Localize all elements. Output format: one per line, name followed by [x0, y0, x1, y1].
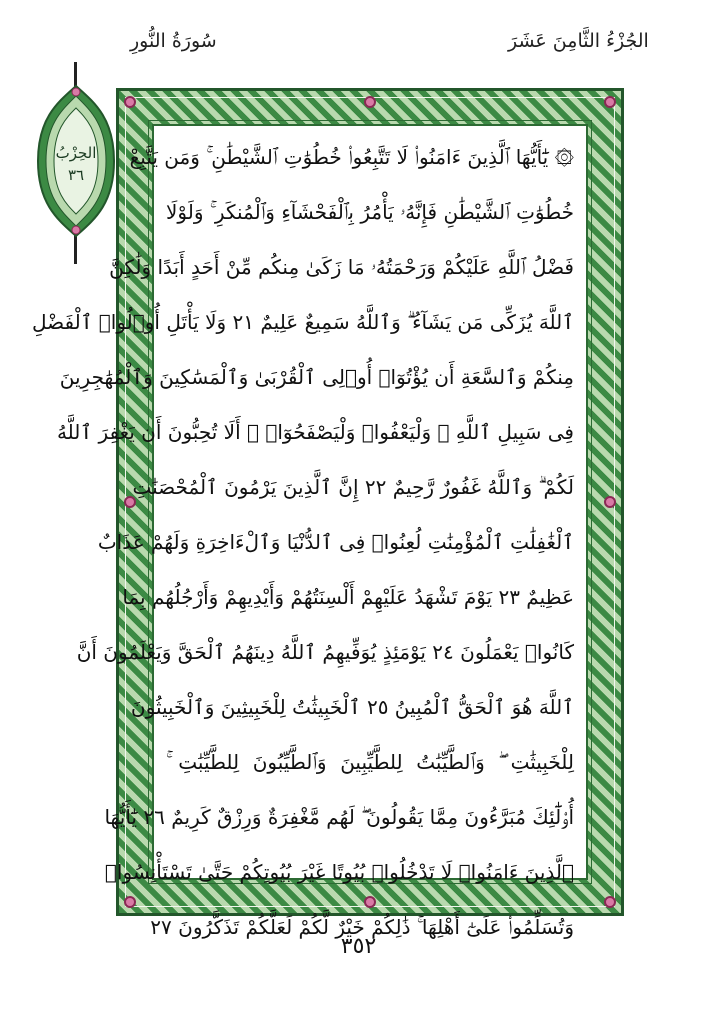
verse-line: خُطُوَٰتِ ٱلشَّيْطَٰنِ فَإِنَّهُۥ يَأْمُرُ بِٱلْفَحْشَآءِ وَٱلْمُنكَرِ ۚ وَلَوْلَا: [166, 200, 574, 224]
corner-rosette-icon: [604, 96, 616, 108]
edge-rosette-icon: [364, 96, 376, 108]
verse-line: ٱللَّهَ يُزَكِّى مَن يَشَآءُ ۗ وَٱللَّهُ سَمِيعٌ عَلِيمٌ ٢١ وَلَا يَأْتَلِ أُو۟لُوا۟ ٱلْفَضْلِ: [32, 310, 574, 334]
page-number: ٣٥٢: [340, 934, 377, 959]
verse-line: كَانُوا۟ يَعْمَلُونَ ٢٤ يَوْمَئِذٍ يُوَفِّيهِمُ ٱللَّهُ دِينَهُمُ ٱلْحَقَّ وَيَعْلَمُونَ أَنَّ: [76, 640, 574, 664]
verse-line: مِنكُمْ وَٱلسَّعَةِ أَن يُؤْتُوٓا۟ أُو۟لِى ٱلْقُرْبَىٰ وَٱلْمَسَٰكِينَ وَٱلْمُهَٰجِرِينَ: [59, 365, 574, 389]
verse-line: وَتُسَلِّمُوا۟ عَلَىٰٓ أَهْلِهَا ۚ ذَٰلِكُمْ خَيْرٌ لَّكُمْ لَعَلَّكُمْ تَذَكَّرُونَ ٢٧: [150, 915, 574, 939]
juz-heading: الجُزْءُ الثَّامِنَ عَشَرَ: [508, 30, 649, 52]
verse-line: ٱلَّذِينَ ءَامَنُوا۟ لَا تَدْخُلُوا۟ بُيُوتًا غَيْرَ بُيُوتِكُمْ حَتَّىٰ تَسْتَأْنِسُوا۟: [104, 860, 574, 884]
verse-line: لِلْخَبِيثَٰتِ ۖ وَٱلطَّيِّبَٰتُ لِلطَّيِّبِينَ وَٱلطَّيِّبُونَ لِلطَّيِّبَٰتِ ۚ: [166, 750, 574, 774]
verse-line: ٱلْغَٰفِلَٰتِ ٱلْمُؤْمِنَٰتِ لُعِنُوا۟ فِى ٱلدُّنْيَا وَٱلْءَاخِرَةِ وَلَهُمْ عَذَابٌ: [97, 530, 574, 554]
verse-line: فِى سَبِيلِ ٱللَّهِ ۖ وَلْيَعْفُوا۟ وَلْيَصْفَحُوٓا۟ ۗ أَلَا تُحِبُّونَ أَن يَغْفِرَ ٱللَّهُ: [56, 420, 574, 444]
surah-heading: سُورَةُ النُّورِ: [130, 30, 217, 52]
corner-rosette-icon: [604, 896, 616, 908]
edge-rosette-icon: [604, 496, 616, 508]
verse-line: لَكُمْ ۗ وَٱللَّهُ غَفُورٌ رَّحِيمٌ ٢٢ إِنَّ ٱلَّذِينَ يَرْمُونَ ٱلْمُحْصَنَٰتِ: [132, 475, 574, 499]
hizb-number: ٣٦: [67, 166, 85, 184]
hizb-label: الحِزْبُ: [55, 144, 97, 162]
verse-line: عَظِيمٌ ٢٣ يَوْمَ تَشْهَدُ عَلَيْهِمْ أَلْسِنَتُهُمْ وَأَيْدِيهِمْ وَأَرْجُلُهُم بِمَا: [122, 585, 574, 609]
corner-rosette-icon: [124, 96, 136, 108]
verse-line: ۞ يَٰٓأَيُّهَا ٱلَّذِينَ ءَامَنُوا۟ لَا تَتَّبِعُوا۟ خُطُوَٰتِ ٱلشَّيْطَٰنِ ۚ وَمَن يَتَّبِعْ: [129, 145, 574, 169]
verse-line: أُو۟لَٰٓئِكَ مُبَرَّءُونَ مِمَّا يَقُولُونَ ۖ لَهُم مَّغْفِرَةٌ وَرِزْقٌ كَرِيمٌ ٢٦ يَٰٓأَيُّهَا: [104, 805, 574, 829]
verse-line: ٱللَّهَ هُوَ ٱلْحَقُّ ٱلْمُبِينُ ٢٥ ٱلْخَبِيثَٰتُ لِلْخَبِيثِينَ وَٱلْخَبِيثُونَ: [130, 695, 574, 719]
verse-line: فَضْلُ ٱللَّهِ عَلَيْكُمْ وَرَحْمَتُهُۥ مَا زَكَىٰ مِنكُم مِّنْ أَحَدٍ أَبَدًا وَلَٰكِنَّ: [109, 255, 574, 279]
